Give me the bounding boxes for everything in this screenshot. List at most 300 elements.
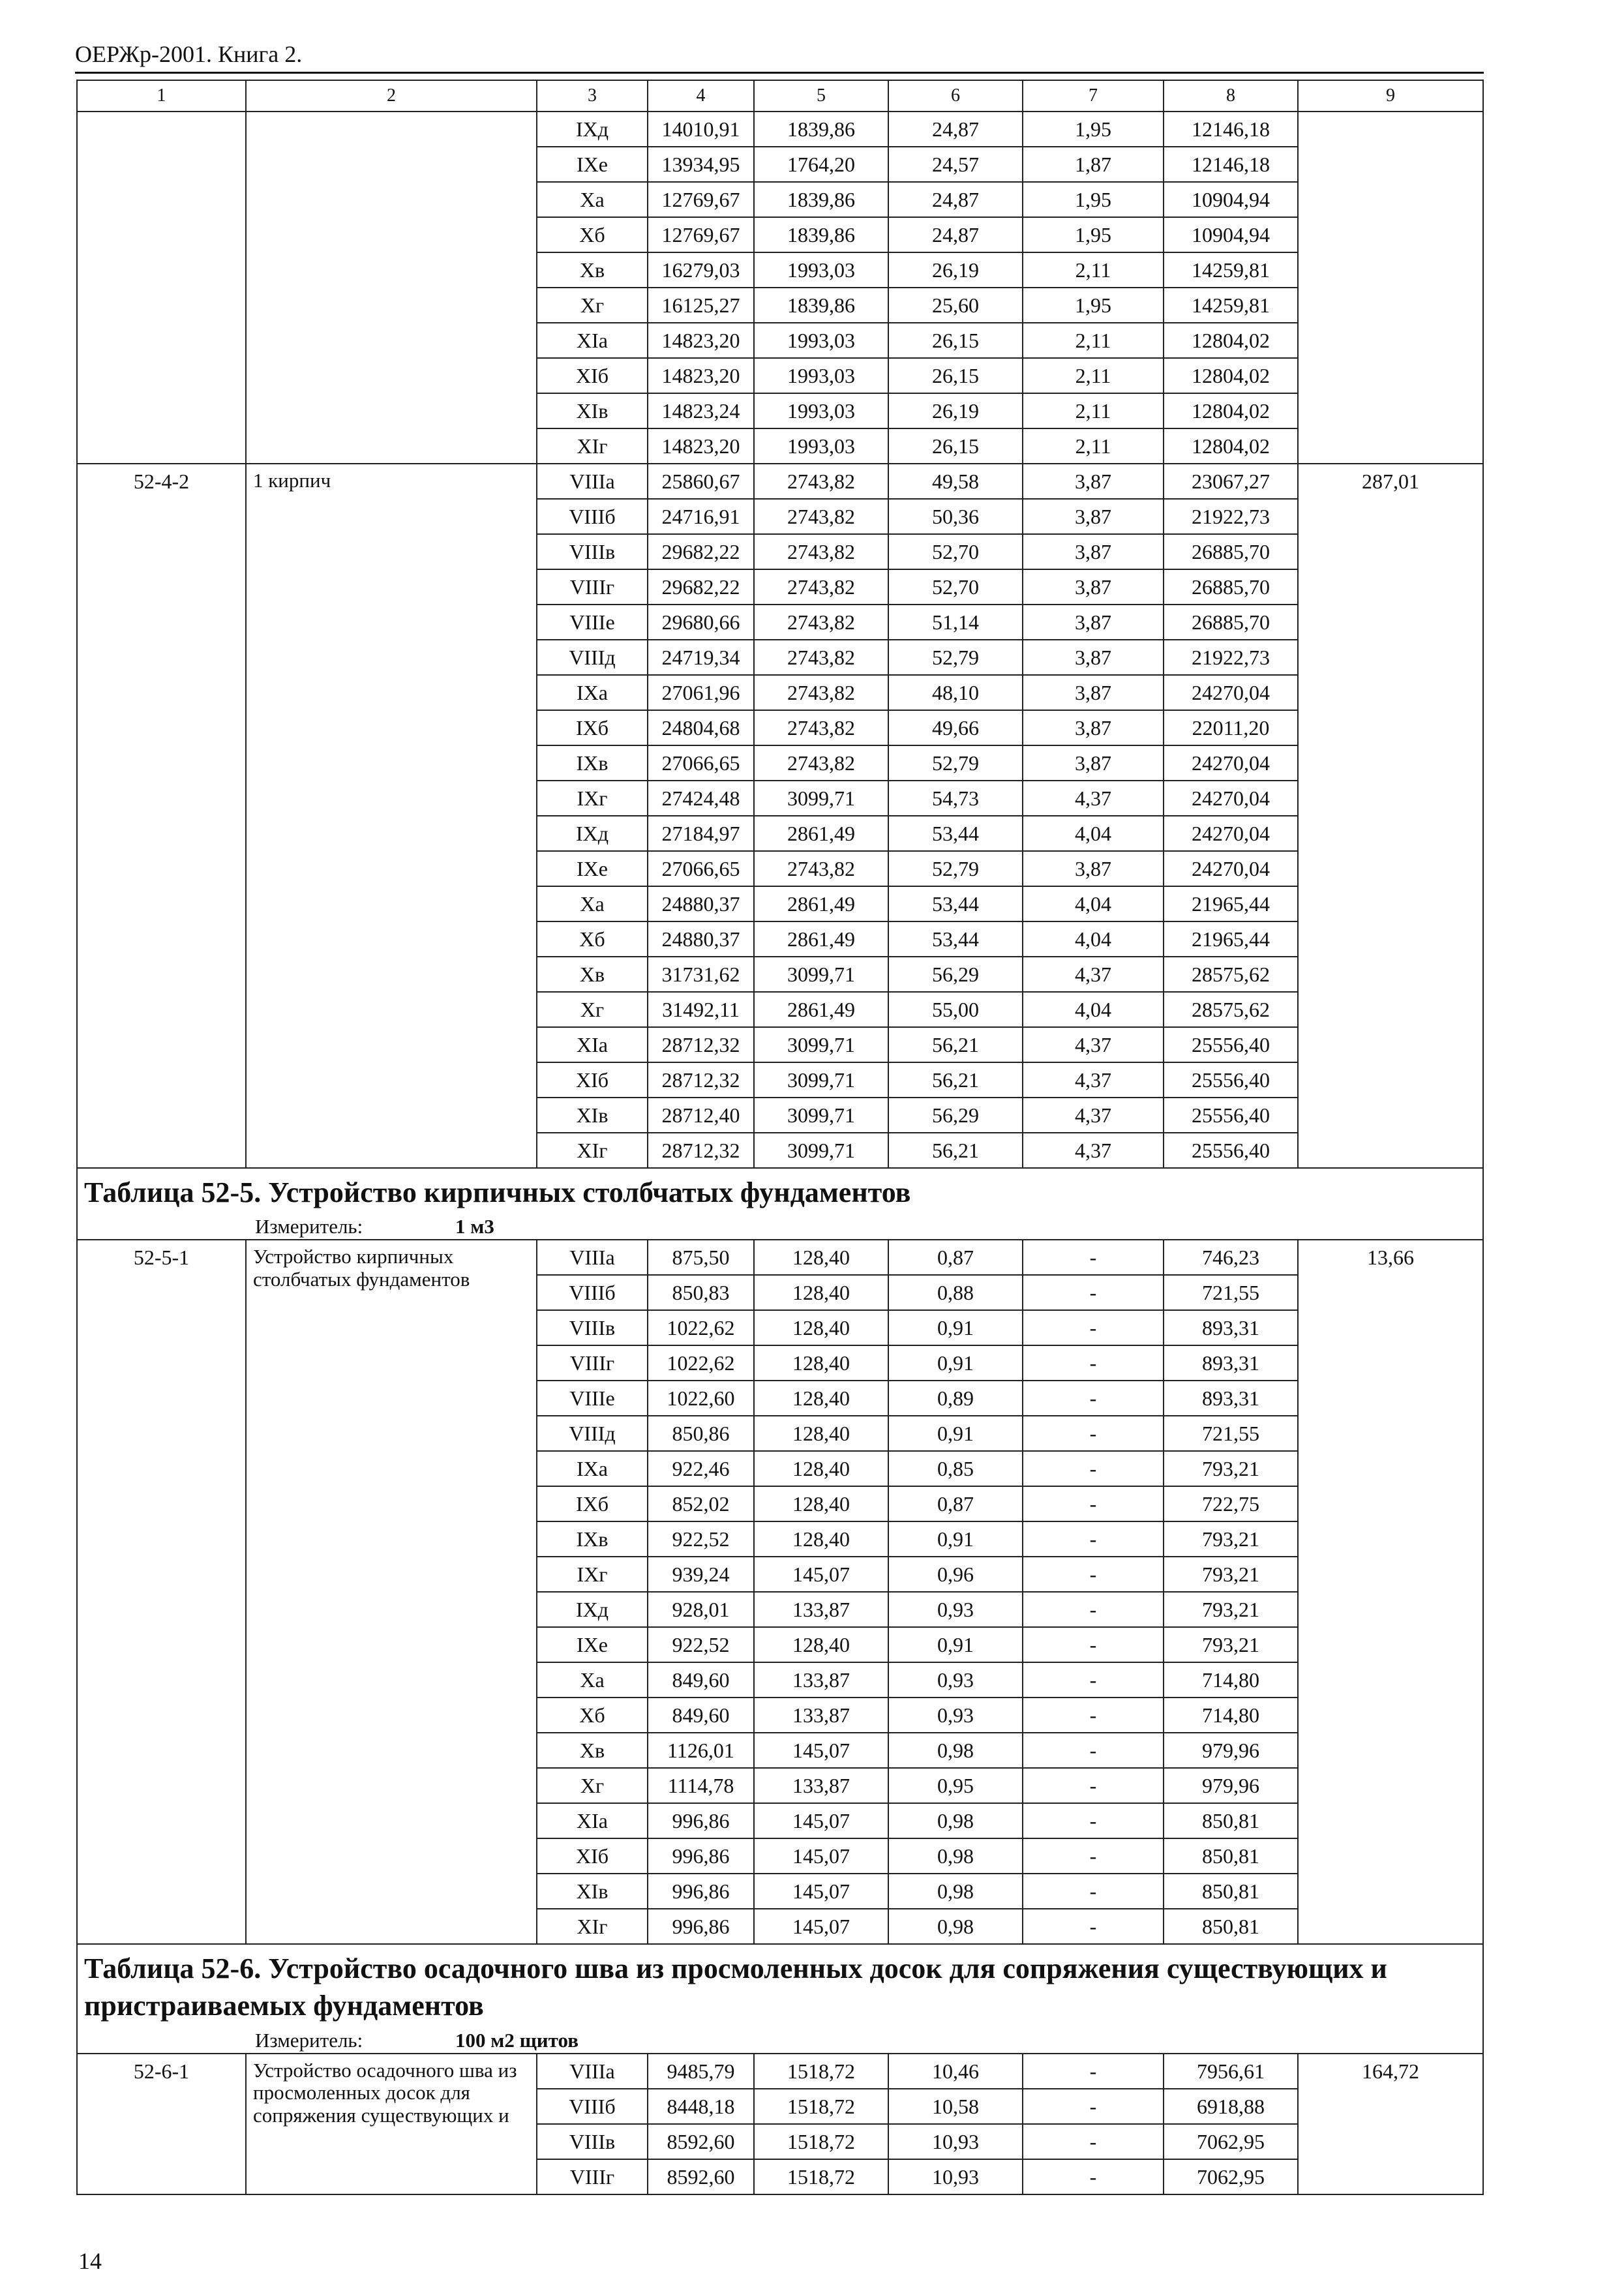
materials-cell: 24270,04 [1164,781,1298,816]
zone-cell: IXд [537,816,648,851]
wages-cell: 2743,82 [754,851,888,886]
materials-cell: 850,81 [1164,1838,1298,1874]
zone-cell: XIa [537,323,648,358]
machinist-wages-cell: 4,37 [1023,957,1164,992]
zone-cell: XIa [537,1803,648,1838]
materials-cell: 25556,40 [1164,1133,1298,1168]
machinist-wages-cell: 3,87 [1023,710,1164,745]
machine-cost-cell: 26,19 [888,252,1023,288]
column-number: 7 [1023,80,1164,112]
machine-cost-cell: 56,29 [888,957,1023,992]
machinist-wages-cell: - [1023,2054,1164,2089]
total-cost-cell: 16125,27 [648,288,754,323]
zone-cell: IXa [537,675,648,710]
zone-cell: XIб [537,1062,648,1098]
total-cost-cell: 922,52 [648,1521,754,1557]
wages-cell: 2743,82 [754,745,888,781]
machinist-wages-cell: 3,87 [1023,499,1164,534]
column-number: 9 [1298,80,1483,112]
machine-cost-cell: 0,87 [888,1240,1023,1275]
zone-cell: Xв [537,1733,648,1768]
wages-cell: 2743,82 [754,464,888,499]
wages-cell: 145,07 [754,1803,888,1838]
wages-cell: 1839,86 [754,288,888,323]
machine-cost-cell: 10,93 [888,2159,1023,2194]
page-number: 14 [78,2248,102,2274]
wages-cell: 1518,72 [754,2159,888,2194]
table-row [77,2054,1483,2089]
machinist-wages-cell: - [1023,1627,1164,1662]
total-cost-cell: 8592,60 [648,2124,754,2159]
machine-cost-cell: 0,87 [888,1486,1023,1521]
machine-cost-cell: 52,70 [888,534,1023,569]
wages-cell: 145,07 [754,1874,888,1909]
zone-cell: IXa [537,1451,648,1486]
machinist-wages-cell: 2,11 [1023,252,1164,288]
zone-cell: VIIIг [537,2159,648,2194]
machinist-wages-cell: - [1023,1909,1164,1944]
wages-cell: 3099,71 [754,781,888,816]
rate-code-cell: 52-5-1 [77,1240,246,1944]
zone-cell: XIг [537,428,648,464]
machinist-wages-cell: - [1023,1557,1164,1592]
machinist-wages-cell: 2,11 [1023,323,1164,358]
total-cost-cell: 850,83 [648,1275,754,1310]
total-cost-cell: 1022,62 [648,1310,754,1345]
wages-cell: 1993,03 [754,358,888,393]
total-cost-cell: 922,52 [648,1627,754,1662]
zone-cell: Xв [537,252,648,288]
materials-cell: 14259,81 [1164,252,1298,288]
zone-cell: IXe [537,851,648,886]
machine-cost-cell: 56,29 [888,1098,1023,1133]
machine-cost-cell: 0,96 [888,1557,1023,1592]
total-cost-cell: 14823,24 [648,393,754,428]
column-number: 2 [246,80,537,112]
machinist-wages-cell: - [1023,1698,1164,1733]
zone-cell: IXв [537,745,648,781]
machinist-wages-cell: - [1023,1838,1164,1874]
machinist-wages-cell: 2,11 [1023,358,1164,393]
materials-cell: 722,75 [1164,1486,1298,1521]
machine-cost-cell: 0,91 [888,1627,1023,1662]
wages-cell: 1839,86 [754,217,888,252]
machinist-wages-cell: - [1023,2124,1164,2159]
materials-cell: 714,80 [1164,1698,1298,1733]
measure-value: 100 м2 щитов [455,2028,579,2052]
machine-cost-cell: 0,98 [888,1874,1023,1909]
materials-cell: 25556,40 [1164,1098,1298,1133]
table-title-block [77,1168,1483,1240]
total-cost-cell: 29680,66 [648,605,754,640]
total-cost-cell: 14823,20 [648,428,754,464]
total-cost-cell: 27066,65 [648,851,754,886]
column-number: 4 [648,80,754,112]
total-cost-cell: 28712,40 [648,1098,754,1133]
zone-cell: VIIIв [537,2124,648,2159]
machine-cost-cell: 48,10 [888,675,1023,710]
total-cost-cell: 16279,03 [648,252,754,288]
machine-cost-cell: 0,91 [888,1416,1023,1451]
materials-cell: 893,31 [1164,1381,1298,1416]
document-header: ОЕРЖр-2001. Книга 2. [75,41,303,67]
machinist-wages-cell: 4,04 [1023,921,1164,957]
wages-cell: 1518,72 [754,2054,888,2089]
table-row [77,464,1483,499]
wages-cell: 2861,49 [754,816,888,851]
materials-cell: 12146,18 [1164,112,1298,147]
total-cost-cell: 27184,97 [648,816,754,851]
materials-cell: 12804,02 [1164,393,1298,428]
zone-cell: IXб [537,1486,648,1521]
machine-cost-cell: 26,19 [888,393,1023,428]
machinist-wages-cell: 4,37 [1023,1027,1164,1062]
materials-cell: 21922,73 [1164,640,1298,675]
wages-cell: 1839,86 [754,112,888,147]
total-cost-cell: 8592,60 [648,2159,754,2194]
materials-cell: 793,21 [1164,1557,1298,1592]
zone-cell: Xг [537,1768,648,1803]
machine-cost-cell: 53,44 [888,816,1023,851]
zone-cell: VIIIв [537,1310,648,1345]
machine-cost-cell: 55,00 [888,992,1023,1027]
zone-cell: XIв [537,1874,648,1909]
zone-cell: XIб [537,1838,648,1874]
materials-cell: 12804,02 [1164,358,1298,393]
machine-cost-cell: 26,15 [888,428,1023,464]
total-cost-cell: 875,50 [648,1240,754,1275]
total-cost-cell: 1022,60 [648,1381,754,1416]
materials-cell: 28575,62 [1164,957,1298,992]
machine-cost-cell: 0,98 [888,1733,1023,1768]
zone-cell: XIг [537,1909,648,1944]
wages-cell: 3099,71 [754,1133,888,1168]
zone-cell: VIIIд [537,1416,648,1451]
measure-label: Измеритель: [255,1215,363,1238]
machinist-wages-cell: - [1023,1486,1164,1521]
machinist-wages-cell: 1,87 [1023,147,1164,182]
machinist-wages-cell: 4,04 [1023,992,1164,1027]
materials-cell: 21965,44 [1164,921,1298,957]
wages-cell: 1764,20 [754,147,888,182]
wages-cell: 1518,72 [754,2124,888,2159]
materials-cell: 21922,73 [1164,499,1298,534]
total-cost-cell: 24716,91 [648,499,754,534]
wages-cell: 2743,82 [754,675,888,710]
machine-cost-cell: 25,60 [888,288,1023,323]
machine-cost-cell: 49,66 [888,710,1023,745]
machine-cost-cell: 0,91 [888,1521,1023,1557]
total-cost-cell: 13934,95 [648,147,754,182]
machinist-wages-cell: 3,87 [1023,675,1164,710]
total-cost-cell: 996,86 [648,1909,754,1944]
machine-cost-cell: 56,21 [888,1062,1023,1098]
materials-cell: 12804,02 [1164,428,1298,464]
col9-value-cell: 164,72 [1298,2054,1483,2194]
wages-cell: 3099,71 [754,1098,888,1133]
machinist-wages-cell: 4,37 [1023,1098,1164,1133]
machine-cost-cell: 53,44 [888,886,1023,921]
total-cost-cell: 24880,37 [648,886,754,921]
total-cost-cell: 9485,79 [648,2054,754,2089]
total-cost-cell: 849,60 [648,1698,754,1733]
materials-cell: 793,21 [1164,1592,1298,1627]
total-cost-cell: 1126,01 [648,1733,754,1768]
machine-cost-cell: 56,21 [888,1133,1023,1168]
materials-cell: 721,55 [1164,1416,1298,1451]
wages-cell: 2861,49 [754,886,888,921]
work-name-cell: 1 кирпич [246,464,537,1168]
total-cost-cell: 12769,67 [648,217,754,252]
materials-cell: 28575,62 [1164,992,1298,1027]
zone-cell: Xa [537,1662,648,1698]
table-title-row [77,1168,1483,1240]
machine-cost-cell: 0,85 [888,1451,1023,1486]
wages-cell: 128,40 [754,1627,888,1662]
wages-cell: 145,07 [754,1557,888,1592]
zone-cell: IXб [537,710,648,745]
zone-cell: IXe [537,147,648,182]
materials-cell: 793,21 [1164,1451,1298,1486]
machinist-wages-cell: 1,95 [1023,112,1164,147]
measure-line [84,1216,1476,1236]
machinist-wages-cell: - [1023,2089,1164,2124]
materials-cell: 721,55 [1164,1275,1298,1310]
zone-cell: VIIIб [537,2089,648,2124]
work-name-cell: Устройство осадочного шва из просмоленных досок для сопряжения существующих и [246,2054,537,2194]
zone-cell: Xг [537,992,648,1027]
machinist-wages-cell: - [1023,1592,1164,1627]
materials-cell: 24270,04 [1164,851,1298,886]
zone-cell: Xa [537,886,648,921]
total-cost-cell: 24719,34 [648,640,754,675]
materials-cell: 746,23 [1164,1240,1298,1275]
zone-cell: XIб [537,358,648,393]
wages-cell: 128,40 [754,1381,888,1416]
total-cost-cell: 14010,91 [648,112,754,147]
wages-cell: 2861,49 [754,921,888,957]
total-cost-cell: 29682,22 [648,569,754,605]
machine-cost-cell: 0,93 [888,1662,1023,1698]
rate-code-cell: 52-4-2 [77,464,246,1168]
machine-cost-cell: 0,88 [888,1275,1023,1310]
machinist-wages-cell: 4,37 [1023,1133,1164,1168]
zone-cell: XIa [537,1027,648,1062]
machine-cost-cell: 26,15 [888,358,1023,393]
machine-cost-cell: 50,36 [888,499,1023,534]
machine-cost-cell: 52,79 [888,640,1023,675]
total-cost-cell: 31731,62 [648,957,754,992]
materials-cell: 850,81 [1164,1874,1298,1909]
machinist-wages-cell: - [1023,1240,1164,1275]
machinist-wages-cell: 4,37 [1023,781,1164,816]
materials-cell: 21965,44 [1164,886,1298,921]
total-cost-cell: 996,86 [648,1803,754,1838]
machinist-wages-cell: 3,87 [1023,605,1164,640]
rate-code-cell [77,112,246,464]
total-cost-cell: 1022,62 [648,1345,754,1381]
wages-cell: 1839,86 [754,182,888,217]
col9-value-cell: 13,66 [1298,1240,1483,1944]
zone-cell: Xв [537,957,648,992]
wages-cell: 2743,82 [754,569,888,605]
materials-cell: 24270,04 [1164,675,1298,710]
materials-cell: 979,96 [1164,1733,1298,1768]
total-cost-cell: 28712,32 [648,1133,754,1168]
column-number: 6 [888,80,1023,112]
wages-cell: 128,40 [754,1310,888,1345]
total-cost-cell: 28712,32 [648,1027,754,1062]
materials-cell: 12146,18 [1164,147,1298,182]
machinist-wages-cell: - [1023,1275,1164,1310]
materials-cell: 979,96 [1164,1768,1298,1803]
machine-cost-cell: 54,73 [888,781,1023,816]
zone-cell: VIIIд [537,640,648,675]
wages-cell: 133,87 [754,1698,888,1733]
rates-table [76,80,1484,2195]
zone-cell: XIв [537,1098,648,1133]
zone-cell: IXд [537,112,648,147]
wages-cell: 133,87 [754,1768,888,1803]
materials-cell: 7062,95 [1164,2159,1298,2194]
zone-cell: VIIIe [537,605,648,640]
col9-value-cell: 287,01 [1298,464,1483,1168]
total-cost-cell: 996,86 [648,1874,754,1909]
materials-cell: 25556,40 [1164,1062,1298,1098]
machine-cost-cell: 24,87 [888,112,1023,147]
col9-value-cell [1298,112,1483,464]
machine-cost-cell: 0,98 [888,1909,1023,1944]
wages-cell: 128,40 [754,1416,888,1451]
column-number: 8 [1164,80,1298,112]
column-number: 1 [77,80,246,112]
rate-code-cell: 52-6-1 [77,2054,246,2194]
wages-cell: 1993,03 [754,393,888,428]
work-name-cell: Устройство кирпичных столбчатых фундаментов [246,1240,537,1944]
machinist-wages-cell: 1,95 [1023,288,1164,323]
machine-cost-cell: 49,58 [888,464,1023,499]
materials-cell: 24270,04 [1164,816,1298,851]
materials-cell: 23067,27 [1164,464,1298,499]
total-cost-cell: 24880,37 [648,921,754,957]
machine-cost-cell: 0,91 [888,1345,1023,1381]
table-title-block [77,1944,1483,2053]
wages-cell: 3099,71 [754,1027,888,1062]
machine-cost-cell: 56,21 [888,1027,1023,1062]
wages-cell: 3099,71 [754,957,888,992]
machine-cost-cell: 24,87 [888,182,1023,217]
total-cost-cell: 939,24 [648,1557,754,1592]
wages-cell: 2743,82 [754,499,888,534]
total-cost-cell: 996,86 [648,1838,754,1874]
zone-cell: VIIIг [537,1345,648,1381]
zone-cell: VIIIб [537,1275,648,1310]
wages-cell: 1993,03 [754,252,888,288]
machine-cost-cell: 52,79 [888,851,1023,886]
wages-cell: 133,87 [754,1662,888,1698]
machinist-wages-cell: - [1023,1310,1164,1345]
machine-cost-cell: 26,15 [888,323,1023,358]
wages-cell: 128,40 [754,1240,888,1275]
total-cost-cell: 1114,78 [648,1768,754,1803]
machine-cost-cell: 0,98 [888,1803,1023,1838]
machinist-wages-cell: 3,87 [1023,851,1164,886]
materials-cell: 26885,70 [1164,569,1298,605]
machinist-wages-cell: 2,11 [1023,428,1164,464]
total-cost-cell: 8448,18 [648,2089,754,2124]
wages-cell: 1518,72 [754,2089,888,2124]
machinist-wages-cell: 3,87 [1023,534,1164,569]
zone-cell: Xa [537,182,648,217]
machinist-wages-cell: 2,11 [1023,393,1164,428]
wages-cell: 133,87 [754,1592,888,1627]
wages-cell: 128,40 [754,1521,888,1557]
machine-cost-cell: 53,44 [888,921,1023,957]
machine-cost-cell: 0,93 [888,1592,1023,1627]
header-rule [75,72,1484,74]
materials-cell: 893,31 [1164,1345,1298,1381]
machinist-wages-cell: 3,87 [1023,640,1164,675]
machinist-wages-cell: - [1023,1521,1164,1557]
column-number: 5 [754,80,888,112]
machinist-wages-cell: 3,87 [1023,745,1164,781]
zone-cell: VIIIa [537,1240,648,1275]
zone-cell: VIIIa [537,2054,648,2089]
rates-table-body [77,80,1483,2194]
machinist-wages-cell: - [1023,2159,1164,2194]
materials-cell: 7956,61 [1164,2054,1298,2089]
machinist-wages-cell: - [1023,1733,1164,1768]
machinist-wages-cell: 3,87 [1023,464,1164,499]
total-cost-cell: 28712,32 [648,1062,754,1098]
machine-cost-cell: 10,58 [888,2089,1023,2124]
zone-cell: VIIIб [537,499,648,534]
materials-cell: 714,80 [1164,1662,1298,1698]
materials-cell: 850,81 [1164,1909,1298,1944]
total-cost-cell: 928,01 [648,1592,754,1627]
machinist-wages-cell: 4,04 [1023,816,1164,851]
machinist-wages-cell: - [1023,1416,1164,1451]
materials-cell: 25556,40 [1164,1027,1298,1062]
measure-line [84,2030,1476,2050]
machine-cost-cell: 0,91 [888,1310,1023,1345]
wages-cell: 2743,82 [754,534,888,569]
zone-cell: IXг [537,781,648,816]
zone-cell: XIв [537,393,648,428]
machine-cost-cell: 0,89 [888,1381,1023,1416]
materials-cell: 24270,04 [1164,745,1298,781]
total-cost-cell: 14823,20 [648,323,754,358]
machinist-wages-cell: 3,87 [1023,569,1164,605]
work-name-cell [246,112,537,464]
zone-cell: VIIIг [537,569,648,605]
machinist-wages-cell: - [1023,1381,1164,1416]
wages-cell: 128,40 [754,1275,888,1310]
materials-cell: 6918,88 [1164,2089,1298,2124]
materials-cell: 14259,81 [1164,288,1298,323]
wages-cell: 145,07 [754,1733,888,1768]
machine-cost-cell: 0,95 [888,1768,1023,1803]
materials-cell: 22011,20 [1164,710,1298,745]
materials-cell: 26885,70 [1164,605,1298,640]
table-title: Таблица 52-6. Устройство осадочного шва из просмоленных досок для сопряжения существующих и пристраиваемых фундаментов [84,1952,1387,2022]
total-cost-cell: 27066,65 [648,745,754,781]
materials-cell: 7062,95 [1164,2124,1298,2159]
zone-cell: Xб [537,217,648,252]
machinist-wages-cell: 1,95 [1023,182,1164,217]
table-row [77,1240,1483,1275]
machine-cost-cell: 0,98 [888,1838,1023,1874]
